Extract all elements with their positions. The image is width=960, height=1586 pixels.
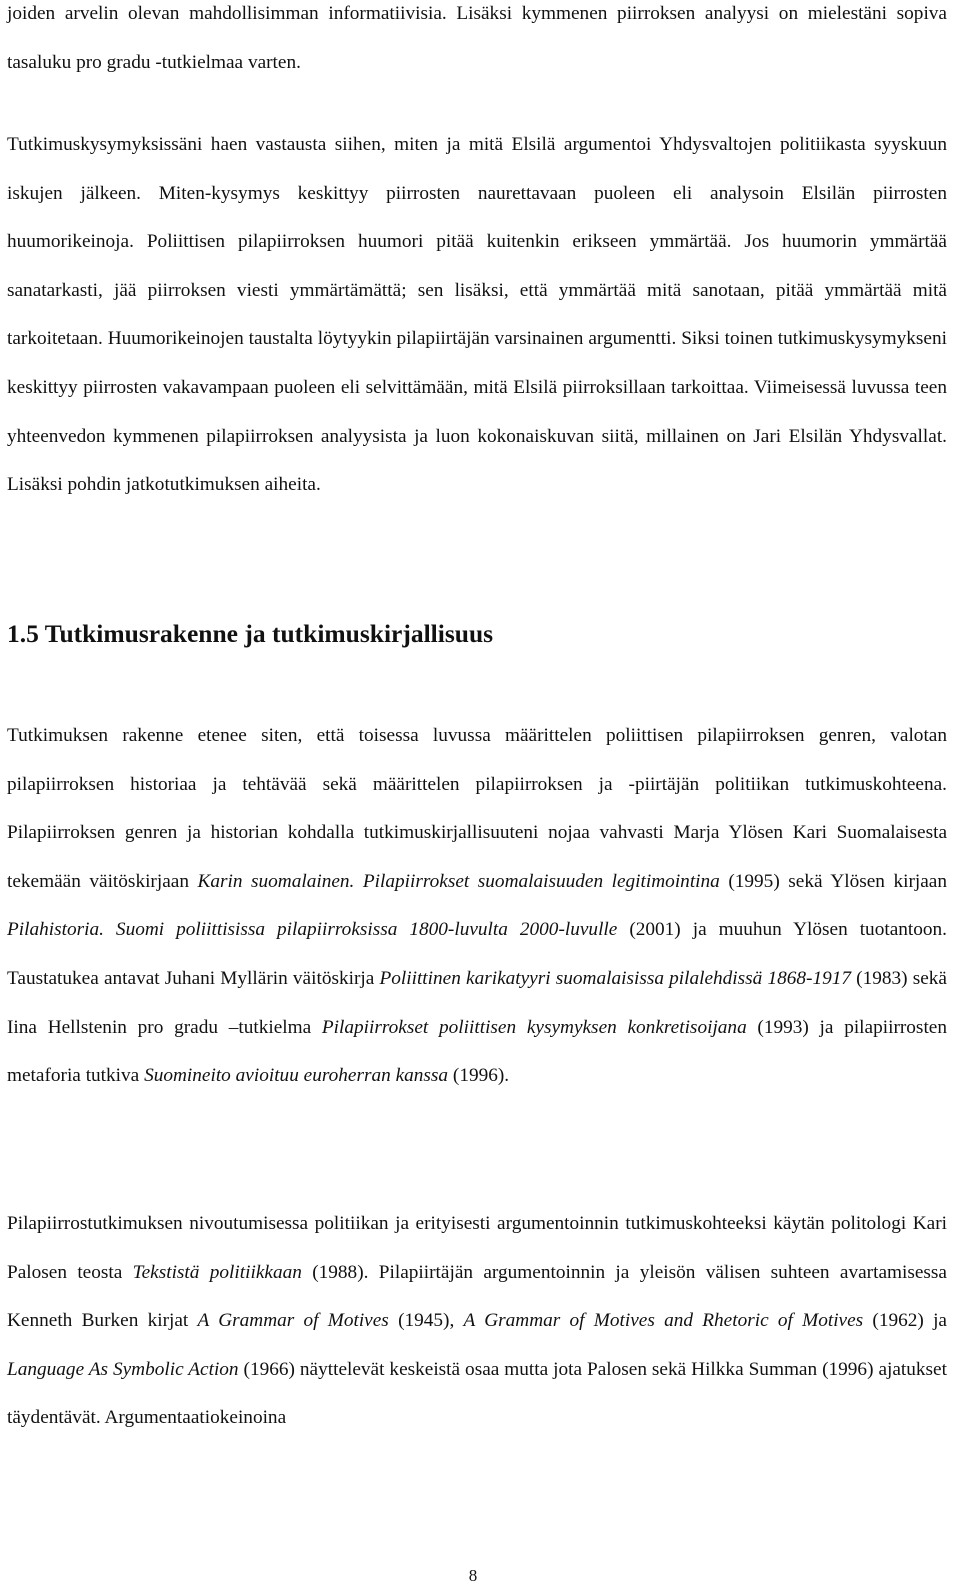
book-title: Pilapiirrokset poliittisen kysymyksen konkretisoijana — [321, 1016, 747, 1038]
book-title: Karin suomalainen. Pilapiirrokset suomalaisuuden legitimointina — [197, 870, 720, 892]
paragraph-literature — [7, 1200, 947, 1443]
page-number: 8 — [468, 1566, 478, 1585]
text-segment: (1945), — [388, 1310, 464, 1332]
text-segment: (1995) sekä Ylösen kirjaan — [719, 870, 947, 892]
text-segment: Pilapiirrostutkimuksen nivoutumisessa politiikan ja erityisesti argumentoinnin tutkimuskohteeksi käytän politologi Kari Palosen teosta — [7, 1213, 947, 1283]
section-heading: 1.5 Tutkimusrakenne ja tutkimuskirjallisuus — [7, 619, 494, 648]
book-title: Language As Symbolic Action — [7, 1358, 239, 1380]
text-segment: (1983) sekä Iina Hellstenin pro gradu –tutkielma — [7, 967, 947, 1038]
paragraph-research-structure — [7, 712, 947, 1101]
text-segment: (1988). Pilapiirtäjän argumentoinnin ja yleisön välisen suhteen avartamisessa Kenneth Burken kirjat — [7, 1261, 947, 1332]
book-title: A Grammar of Motives and Rhetoric of Motives — [463, 1310, 864, 1332]
paragraph-intro-continuation: joiden arvelin olevan mahdollisimman informatiivisia. Lisäksi kymmenen piirroksen analyysi on mielestäni sopiva tasaluku pro gradu -tutkielmaa varten. — [7, 3, 947, 73]
book-title: Pilahistoria. Suomi poliittisissa pilapiirroksissa 1800-luvulta 2000-luvulle — [7, 919, 618, 941]
book-title: Poliittinen karikatyyri suomalaisissa pilalehdissä 1868-1917 — [379, 967, 852, 989]
text-segment: (1966) näyttelevät keskeistä osaa mutta jota Palosen sekä Hilkka Summan (1996) ajatukset täydentävät. Argumentaatiokeinoina — [7, 1358, 947, 1429]
text-segment: (1996). — [448, 1065, 510, 1087]
paragraph-research-questions: Tutkimuskysymyksissäni haen vastausta siihen, miten ja mitä Elsilä argumentoi Yhdysvaltojen politiikasta syyskuun iskujen jälkeen. Miten-kysymys keskittyy piirrosten naurettavaan puoleen eli analysoin Elsilän piirrosten huumorikeinoja. Poliittisen pilapiirroksen huumori pitää kuitenkin erikseen ymmärtää. Jos huumorin ymmärtää sanatarkasti, jää piirroksen viesti ymmärtämättä; sen lisäksi, että ymmärtää mitä sanotaan, pitää ymmärtää mitä tarkoitetaan. Huumorikeinojen taustalta löytyykin pilapiirtäjän varsinainen argumentti. Siksi toinen tutkimuskysymykseni keskittyy piirrosten vakavampaan puoleen eli selvittämään, mitä Elsilä piirroksillaan tarkoittaa. Viimeisessä luvussa teen yhteenvedon kymmenen pilapiirroksen analyysista ja luon kokonaiskuvan siitä, millainen on Jari Elsilän Yhdysvallat. Lisäksi pohdin jatkotutkimuksen aiheita. — [7, 134, 947, 496]
book-title: Tekstistä politiikkaan — [132, 1261, 302, 1283]
book-title: A Grammar of Motives — [197, 1310, 389, 1332]
text-segment: Tutkimuksen rakenne etenee siten, että toisessa luvussa määrittelen poliittisen pilapiirroksen genren, valotan pilapiirroksen historiaa ja tehtävää sekä määrittelen pilapiirroksen ja -piirtäjän politiikan tutkimuskohteena. Pilapiirroksen genren ja historian kohdalla tutkimuskirjallisuuteni nojaa vahvasti Marja Ylösen Kari Suomalaisesta tekemään väitöskirjaan — [7, 725, 947, 892]
text-segment: (1993) ja pilapiirrosten metaforia tutkiva — [7, 1016, 947, 1087]
text-segment: (2001) ja muuhun Ylösen tuotantoon. Taustatukea antavat Juhani Myllärin väitöskirja — [7, 919, 947, 989]
text-segment: (1962) ja — [863, 1310, 947, 1332]
book-title: Suomineito avioituu euroherran kanssa — [144, 1065, 449, 1087]
